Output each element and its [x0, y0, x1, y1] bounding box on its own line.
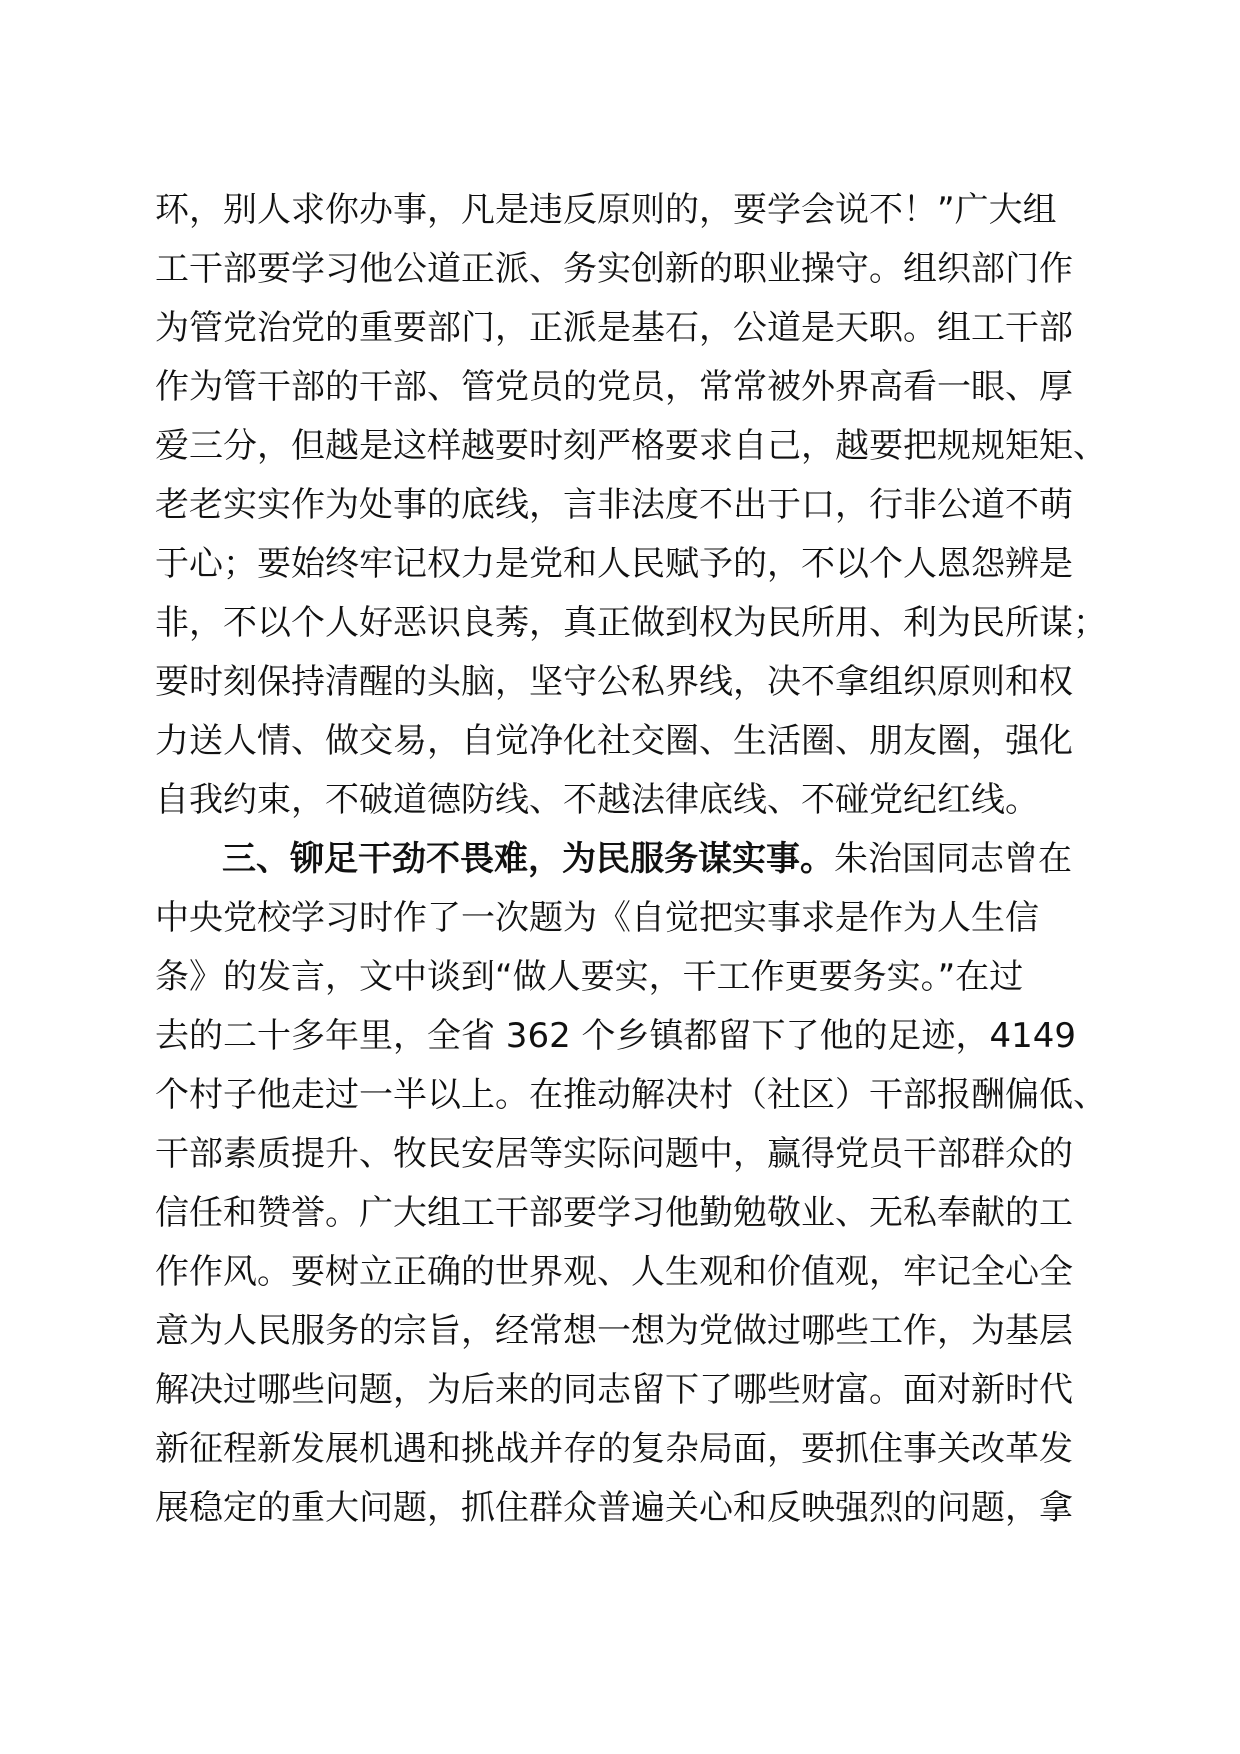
text-line: 展稳定的重大问题，抓住群众普遍关心和反映强烈的问题，拿 [155, 1488, 1073, 1528]
text-line: 解决过哪些问题，为后来的同志留下了哪些财富。面对新时代 [155, 1370, 1073, 1410]
text-line: 信任和赞誉。广大组工干部要学习他勤勉敬业、无私奉献的工 [155, 1193, 1073, 1233]
text-line: 工干部要学习他公道正派、务实创新的职业操守。组织部门作 [155, 249, 1073, 289]
text-line: 于心；要始终牢记权力是党和人民赋予的，不以个人恩怨辨是 [155, 544, 1073, 584]
text-line: 力送人情、做交易，自觉净化社交圈、生活圈、朋友圈，强化 [155, 721, 1073, 761]
text-line: 作作风。要树立正确的世界观、人生观和价值观，牢记全心全 [155, 1252, 1073, 1292]
text-line: 去的二十多年里，全省 362 个乡镇都留下了他的足迹，4149 [155, 1016, 1077, 1056]
text-run: 朱治国同志曾在 [834, 839, 1072, 879]
text-line: 环，别人求你办事，凡是违反原则的，要学会说不！”广大组 [155, 190, 1057, 230]
section-heading: 三、铆足干劲不畏难，为民服务谋实事。 [222, 839, 834, 879]
text-line: 干部素质提升、牧民安居等实际问题中，赢得党员干部群众的 [155, 1134, 1073, 1174]
text-line: 条》的发言，文中谈到“做人要实，干工作更要务实。”在过 [155, 957, 1024, 997]
text-line: 非，不以个人好恶识良莠，真正做到权为民所用、利为民所谋； [155, 603, 1107, 643]
paragraph-first-line [222, 839, 1072, 879]
text-line: 自我约束，不破道德防线、不越法律底线、不碰党纪红线。 [155, 780, 1039, 820]
text-line: 老老实实作为处事的底线，言非法度不出于口，行非公道不萌 [155, 485, 1073, 525]
text-line: 中央党校学习时作了一次题为《自觉把实事求是作为人生信 [155, 898, 1039, 938]
text-line: 爱三分，但越是这样越要时刻严格要求自己，越要把规规矩矩、 [155, 426, 1107, 466]
text-line: 要时刻保持清醒的头脑，坚守公私界线，决不拿组织原则和权 [155, 662, 1073, 702]
text-line: 为管党治党的重要部门，正派是基石，公道是天职。组工干部 [155, 308, 1073, 348]
text-line: 新征程新发展机遇和挑战并存的复杂局面，要抓住事关改革发 [155, 1429, 1073, 1469]
text-line: 作为管干部的干部、管党员的党员，常常被外界高看一眼、厚 [155, 367, 1073, 407]
text-line: 意为人民服务的宗旨，经常想一想为党做过哪些工作，为基层 [155, 1311, 1073, 1351]
text-line: 个村子他走过一半以上。在推动解决村（社区）干部报酬偏低、 [155, 1075, 1107, 1115]
